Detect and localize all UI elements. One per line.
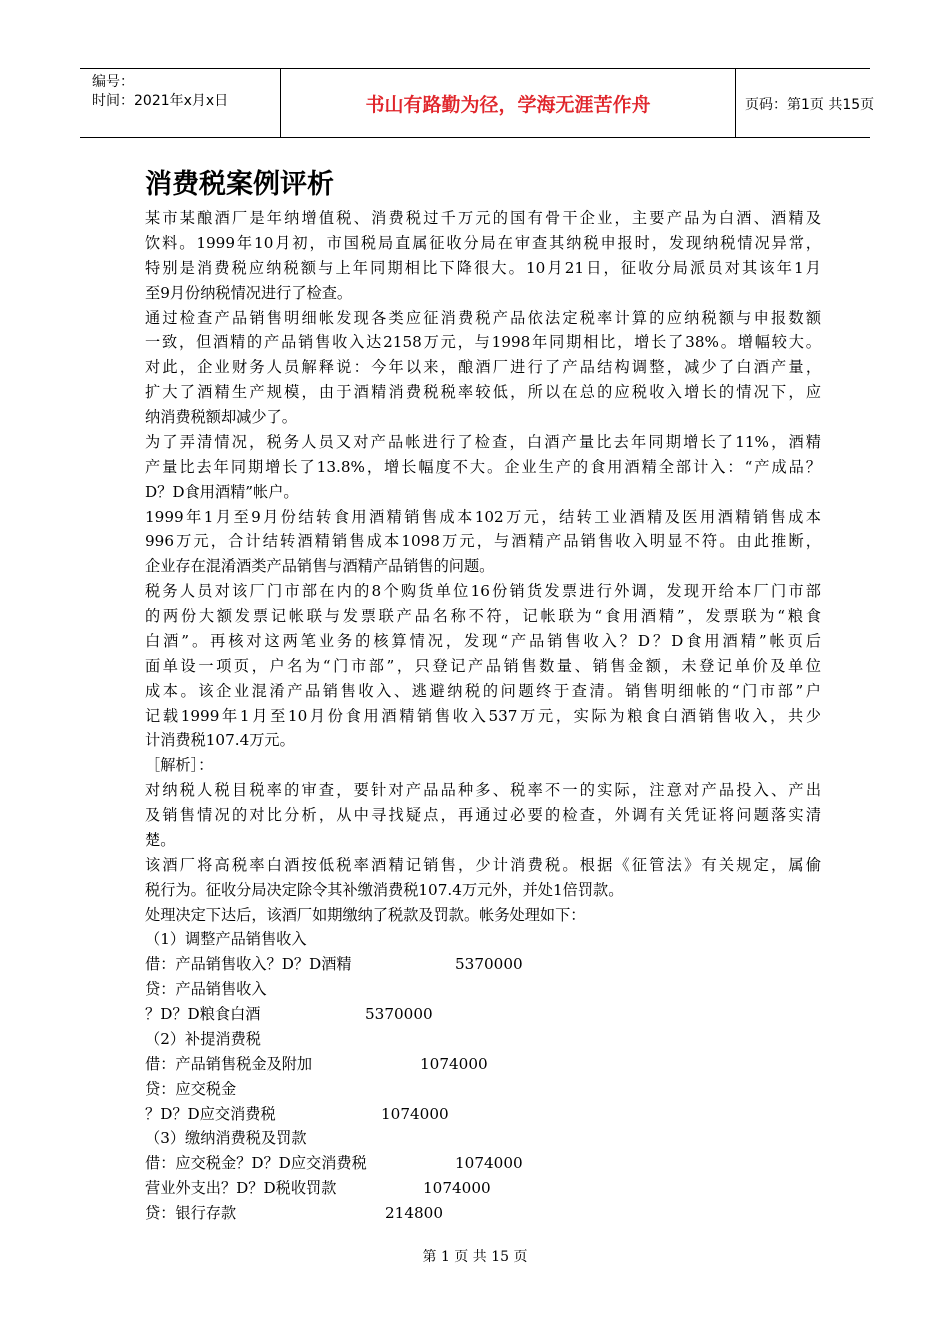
journal-entry-label: 借：产品销售税金及附加 (145, 1054, 313, 1073)
document-number-label: 编号： (92, 74, 134, 90)
journal-entry-amount: 1074000 (423, 1179, 491, 1198)
journal-entry-label: 贷：银行存款 (145, 1204, 237, 1222)
body-line: 楚。 (145, 830, 176, 849)
body-line: 处理决定下达后，该酒厂如期缴纳了税款及罚款。帐务处理如下： (145, 905, 586, 924)
header-page-cell (735, 69, 875, 137)
body-line: 至9月份纳税情况进行了检查。 (145, 283, 353, 302)
journal-entry (145, 1027, 821, 1052)
body-line: 白酒”。再核对这两笔业务的核算情况，发现“产品销售收入？D？D食用酒精”帐页后 (145, 631, 821, 650)
body-line: 996万元，合计结转酒精销售成本1098万元，与酒精产品销售收入明显不符。由此推断， (145, 532, 821, 551)
journal-entry-label: 借：应交税金？D？D应交消费税 (145, 1154, 367, 1173)
journal-entry-label: ？D？D粮食白酒 (145, 1005, 261, 1023)
journal-entry-amount: 5370000 (365, 1005, 433, 1023)
document-title: 消费税案例评析 (145, 169, 334, 200)
journal-entry (145, 1176, 821, 1201)
journal-entry (145, 977, 821, 1002)
header-left-cell (80, 69, 280, 137)
body-line: 面单设一项页，户名为“门市部”，只登记产品销售数量、销售金额，未登记单价及单位 (145, 656, 821, 675)
journal-entry-label: 贷：应交税金 (145, 1079, 237, 1098)
journal-entry-label: 营业外支出？D？D税收罚款 (145, 1179, 337, 1198)
journal-entry (145, 1002, 821, 1027)
body-line: 对纳税人税目税率的审查，要针对产品品种多、税率不一的实际，注意对产品投入、产出 (145, 781, 821, 800)
body-line: 的两份大额发票记帐联与发票联产品名称不符，记帐联为“食用酒精”，发票联为“粮食 (145, 607, 821, 625)
body-line: 扩大了酒精生产规模，由于酒精消费税税率较低，所以在总的应税收入增长的情况下，应 (145, 383, 821, 402)
journal-entry-label: ？D？D应交消费税 (145, 1104, 276, 1123)
page-footer: 第 1 页 共 15 页 (422, 1249, 528, 1265)
body-line: ［解析］： (145, 756, 214, 775)
body-line: 记载1999年1月至10月份食用酒精销售收入537万元，实际为粮食白酒销售收入，共少 (145, 706, 821, 725)
journal-entry-amount: 214800 (385, 1204, 443, 1222)
header-page-number: 页码：第1页 共15页 (745, 97, 875, 113)
body-line: 纳消费税额却减少了。 (145, 408, 297, 426)
header-motto-cell (280, 69, 736, 137)
body-line: 对此，企业财务人员解释说：今年以来，酿酒厂进行了产品结构调整，减少了白酒产量， (145, 358, 821, 377)
body-line: 产量比去年同期增长了13.8%，增长幅度不大。企业生产的食用酒精全部计入：“产成品？ (145, 457, 821, 476)
journal-entry (145, 1077, 821, 1102)
body-line: 企业存在混淆酒类产品销售与酒精产品销售的问题。 (145, 557, 495, 576)
journal-entry (145, 1151, 821, 1176)
body-line: （1）调整产品销售收入 (145, 930, 307, 949)
journal-entry-label: （3）缴纳消费税及罚款 (145, 1129, 307, 1148)
journal-entry (145, 1102, 821, 1127)
body-line: 通过检查产品销售明细帐发现各类应征消费税产品依法定税率计算的应纳税额与申报数额 (145, 308, 821, 327)
page-header (80, 68, 875, 138)
journal-entry-amount: 1074000 (381, 1104, 449, 1123)
body-line: 为了弄清情况，税务人员又对产品帐进行了检查，白酒产量比去年同期增长了11%，酒精 (145, 432, 821, 451)
body-line: 及销售情况的对比分析，从中寻找疑点，再通过必要的检查，外调有关凭证将问题落实清 (145, 806, 821, 824)
header-motto: 书山有路勤为径，学海无涯苦作舟 (365, 94, 651, 116)
journal-entry-label: 贷：产品销售收入 (145, 980, 267, 999)
document-body (145, 206, 821, 1226)
document-time-label: 时间：2021年x月x日 (92, 93, 229, 109)
journal-entry (145, 1126, 821, 1151)
body-line: 一致，但酒精的产品销售收入达2158万元，与1998年同期相比，增长了38%。增幅较大。 (145, 333, 821, 352)
body-line: 税务人员对该厂门市部在内的8个购货单位16份销货发票进行外调，发现开给本厂门市部 (145, 582, 821, 601)
journal-entry-amount: 1074000 (455, 1154, 523, 1173)
body-line: 某市某酿酒厂是年纳增值税、消费税过千万元的国有骨干企业，主要产品为白酒、酒精及 (145, 209, 821, 227)
body-line: 计消费税107.4万元。 (145, 731, 295, 750)
journal-entry-label: 借：产品销售收入？D？D酒精 (145, 955, 352, 974)
journal-entry-label: （2）补提消费税 (145, 1029, 261, 1048)
journal-entry-amount: 5370000 (455, 955, 523, 974)
journal-entry-amount: 1074000 (420, 1054, 488, 1073)
journal-entry (145, 1052, 821, 1077)
body-line: 该酒厂将高税率白酒按低税率酒精记销售，少计消费税。根据《征管法》有关规定，属偷 (145, 855, 821, 874)
body-line: 税行为。征收分局决定除令其补缴消费税107.4万元外，并处1倍罚款。 (145, 880, 624, 899)
body-line: 1999年1月至9月份结转食用酒精销售成本102万元，结转工业酒精及医用酒精销售成本 (145, 507, 821, 526)
body-line: 特别是消费税应纳税额与上年同期相比下降很大。10月21日，征收分局派员对其该年1月 (145, 258, 821, 277)
journal-entry (145, 1201, 821, 1226)
journal-entry (145, 952, 821, 977)
body-line: D？D食用酒精”帐户。 (145, 482, 299, 501)
body-line: 饮料。1999年10月初，市国税局直属征收分局在审查其纳税申报时，发现纳税情况异常， (145, 233, 821, 252)
body-line: 成本。该企业混淆产品销售收入、逃避纳税的问题终于查清。销售明细帐的“门市部”户 (145, 681, 821, 700)
